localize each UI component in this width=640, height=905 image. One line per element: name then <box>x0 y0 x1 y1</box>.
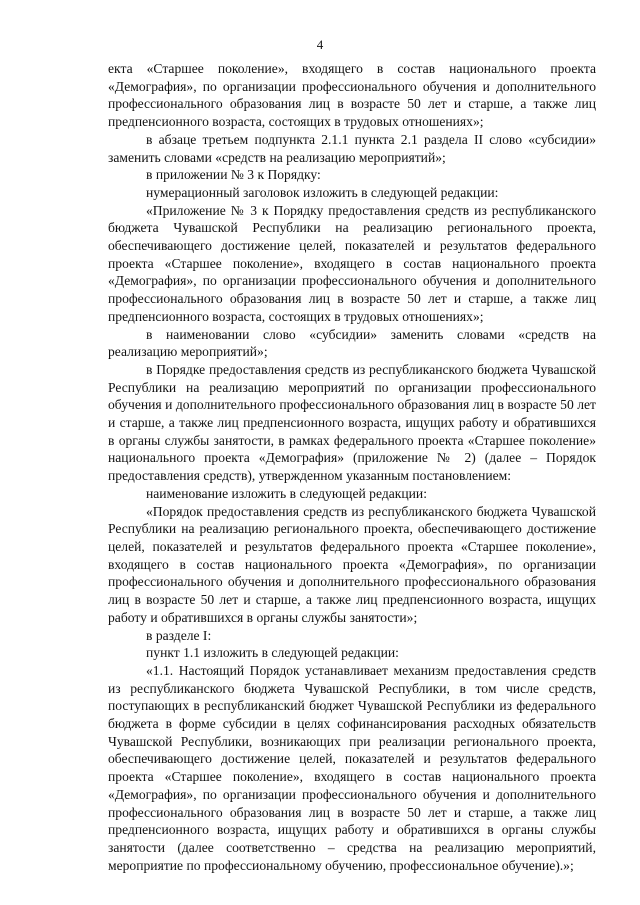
page-number: 4 <box>316 37 324 52</box>
document-body <box>108 60 596 874</box>
paragraph-7: в Порядке предоставления средств из республиканского бюджета Чувашской Республики на реализацию мероприятий по организации профессионального обучения и дополнительного профессионального образования лиц в возрасте 50 лет и старше, а также лиц предпенсионного возраста, ищущих работу и обратившихся в органы службы занятости, в рамках федерального проекта «Старшее поколение» национального проекта «Демография» (приложение № 2) (далее – Порядок предоставления средств), утвержденном указанным постановлением: <box>108 361 596 484</box>
paragraph-10: в разделе I: <box>146 627 212 643</box>
paragraph-4: нумерационный заголовок изложить в следующей редакции: <box>146 184 499 200</box>
paragraph-5: «Приложение № 3 к Порядку предоставления средств из республиканского бюджета Чувашской Республики на реализацию регионального проекта, обеспечивающего достижение целей, показателей и результатов федерального проекта «Старшее поколение», входящего в состав национального проекта «Демография», по организации профессионального обучения и дополнительного профессионального образования лиц в возрасте 50 лет и старше, а также лиц предпенсионного возраста, состоящих в трудовых отношениях»; <box>108 202 596 324</box>
paragraph-1: екта «Старшее поколение», входящего в состав национального проекта «Демография», по организации профессионального обучения и дополнительного профессионального образования лиц в возрасте 50 лет и старше, а также лиц предпенсионного возраста, состоящих в трудовых отношениях»; <box>108 61 596 130</box>
paragraph-6: в наименовании слово «субсидии» заменить словами «средств на реализацию мероприятий»; <box>108 326 596 360</box>
paragraph-2: в абзаце третьем подпункта 2.1.1 пункта 2.1 раздела II слово «субсидии» заменить словами «средств на реализацию мероприятий»; <box>108 131 596 165</box>
paragraph-3: в приложении № 3 к Порядку: <box>146 167 321 183</box>
paragraph-9: «Порядок предоставления средств из республиканского бюджета Чувашской Республики на реализацию регионального проекта, обеспечивающего достижение целей, показателей и результатов федерального проекта «Старшее поколение», входящего в состав национального проекта «Демография», по организации профессионального обучения и дополнительного профессионального образования лиц в возрасте 50 лет и старше, а также лиц предпенсионного возраста, ищущих работу и обратившихся в органы службы занятости»; <box>108 503 596 625</box>
paragraph-12: «1.1. Настоящий Порядок устанавливает механизм предоставления средств из республиканского бюджета Чувашской Республики, в том числе средств, поступающих в республиканский бюджет Чувашской Республики из федерального бюджета в форме субсидии в целях софинансирования расходных обязательств Чувашской Республики, возникающих при реализации регионального проекта, обеспечивающего достижение целей, показателей и результатов федерального проекта «Старшее поколение», входящего в состав национального проекта «Демография», по организации профессионального обучения и дополнительного профессионального образования лиц в возрасте 50 лет и старше, а также лиц предпенсионного возраста, ищущих работу и обратившихся в органы службы занятости (далее соответственно – средства на реализацию мероприятий, мероприятие по профессиональному обучению, профессиональное обучение).»; <box>108 662 596 873</box>
paragraph-11: пункт 1.1 изложить в следующей редакции: <box>146 645 399 661</box>
paragraph-8: наименование изложить в следующей редакции: <box>146 485 427 501</box>
